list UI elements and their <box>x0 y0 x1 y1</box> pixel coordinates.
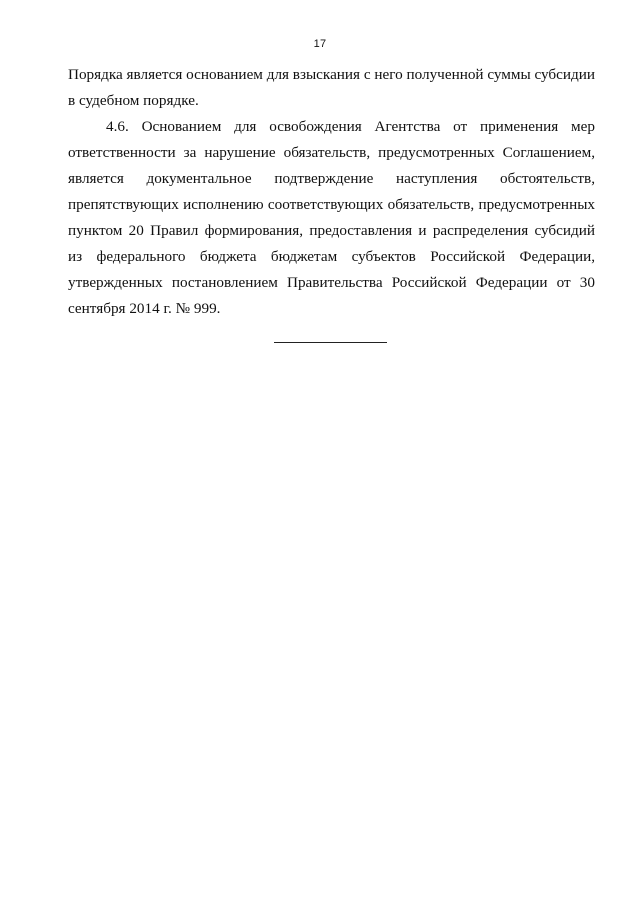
paragraph-clause-4-6: 4.6. Основанием для освобождения Агентства от применения мер ответственности за нарушение обязательств, предусмотренных Соглашением, является документальное подтверждение наступления обстоятельств, препятствующих исполнению соответствующих обязательств, предусмотренных пунктом 20 Правил формирования, предоставления и распределения субсидий из федерального бюджета бюджетам субъектов Российской Федерации, утвержденных постановлением Правительства Российской Федерации от 30 сентября 2014 г. № 999. <box>68 118 595 317</box>
page-number: 17 <box>313 38 327 50</box>
document-body <box>68 62 595 322</box>
paragraph-continuation: Порядка является основанием для взыскания с него полученной суммы субсидии в судебном порядке. <box>68 66 596 109</box>
end-separator-line <box>274 342 387 343</box>
